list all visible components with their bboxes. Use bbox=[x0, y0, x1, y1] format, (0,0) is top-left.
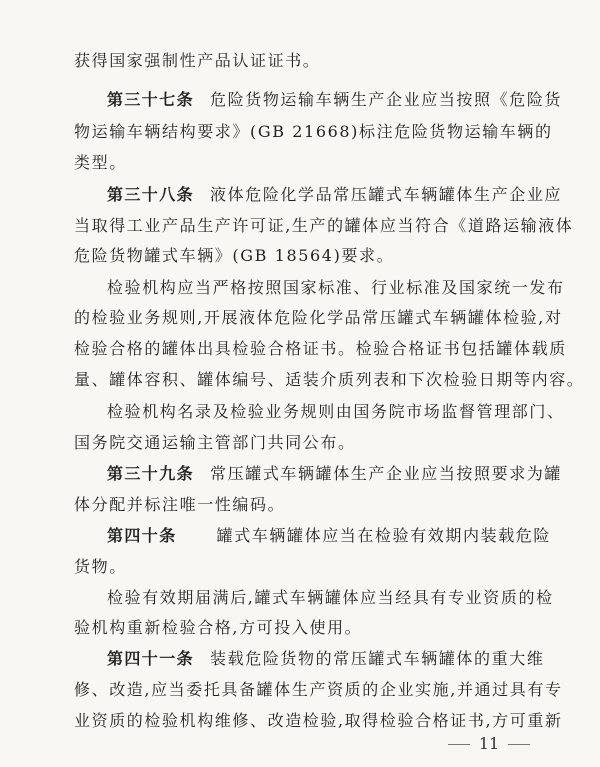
article-text: 装载危险货物的常压罐式车辆罐体的重大维 bbox=[210, 649, 545, 668]
footer-dash-right bbox=[508, 744, 530, 745]
text-line: 危险货物罐式车辆》(GB 18564)要求。 bbox=[74, 246, 395, 265]
text-line: 量、罐体容积、罐体编号、适装介质列表和下次检验日期等内容。 bbox=[74, 370, 585, 389]
page-number: 11 bbox=[478, 734, 500, 753]
article-37-first-line bbox=[107, 89, 562, 111]
article-text: 常压罐式车辆罐体生产企业应当按照要求为罐 bbox=[210, 464, 563, 483]
article-39-first-line bbox=[107, 463, 562, 485]
article-41-first-line bbox=[107, 648, 544, 670]
page-footer bbox=[0, 733, 600, 755]
article-heading: 第三十九条 bbox=[107, 464, 195, 483]
article-heading: 第三十八条 bbox=[107, 185, 195, 204]
article-heading: 第四十一条 bbox=[107, 649, 195, 668]
article-text: 罐式车辆罐体应当在检验有效期内装载危险 bbox=[216, 526, 552, 545]
article-text: 危险货物运输车辆生产企业应当按照《危险货 bbox=[210, 90, 563, 109]
text-line: 类型。 bbox=[74, 153, 127, 172]
text-line: 当取得工业产品生产许可证,生产的罐体应当符合《道路运输液体 bbox=[74, 216, 574, 235]
article-heading: 第三十七条 bbox=[107, 90, 195, 109]
article-heading: 第四十条 bbox=[107, 526, 177, 545]
paragraph-first-line: 检验有效期届满后,罐式车辆罐体应当经具有专业资质的检 bbox=[107, 588, 554, 607]
text-line: 业资质的检验机构维修、改造检验,取得检验合格证书,方可重新 bbox=[74, 711, 563, 730]
text-line: 获得国家强制性产品认证证书。 bbox=[74, 51, 321, 70]
paragraph-first-line: 检验机构名录及检验业务规则由国务院市场监督管理部门、 bbox=[107, 402, 565, 421]
footer-dash-left bbox=[448, 744, 470, 745]
text-line: 货物。 bbox=[74, 557, 127, 576]
text-line: 体分配并标注唯一性编码。 bbox=[74, 495, 286, 514]
text-line: 验机构重新检验合格,方可投入使用。 bbox=[74, 618, 363, 637]
article-40-first-line bbox=[107, 525, 551, 547]
text-line: 国务院交通运输主管部门共同公布。 bbox=[74, 433, 356, 452]
text-line: 的检验业务规则,开展液体危险化学品常压罐式车辆罐体检验,对 bbox=[74, 308, 563, 327]
paragraph-first-line: 检验机构应当严格按照国家标准、行业标准及国家统一发布 bbox=[107, 278, 565, 297]
article-text: 液体危险化学品常压罐式车辆罐体生产企业应 bbox=[210, 185, 563, 204]
text-line: 检验合格的罐体出具检验合格证书。检验合格证书包括罐体载质 bbox=[74, 339, 567, 358]
text-line: 修、改造,应当委托具备罐体生产资质的企业实施,并通过具有专 bbox=[74, 680, 563, 699]
article-38-first-line bbox=[107, 184, 562, 206]
text-line: 物运输车辆结构要求》(GB 21668)标注危险货物运输车辆的 bbox=[74, 122, 553, 141]
